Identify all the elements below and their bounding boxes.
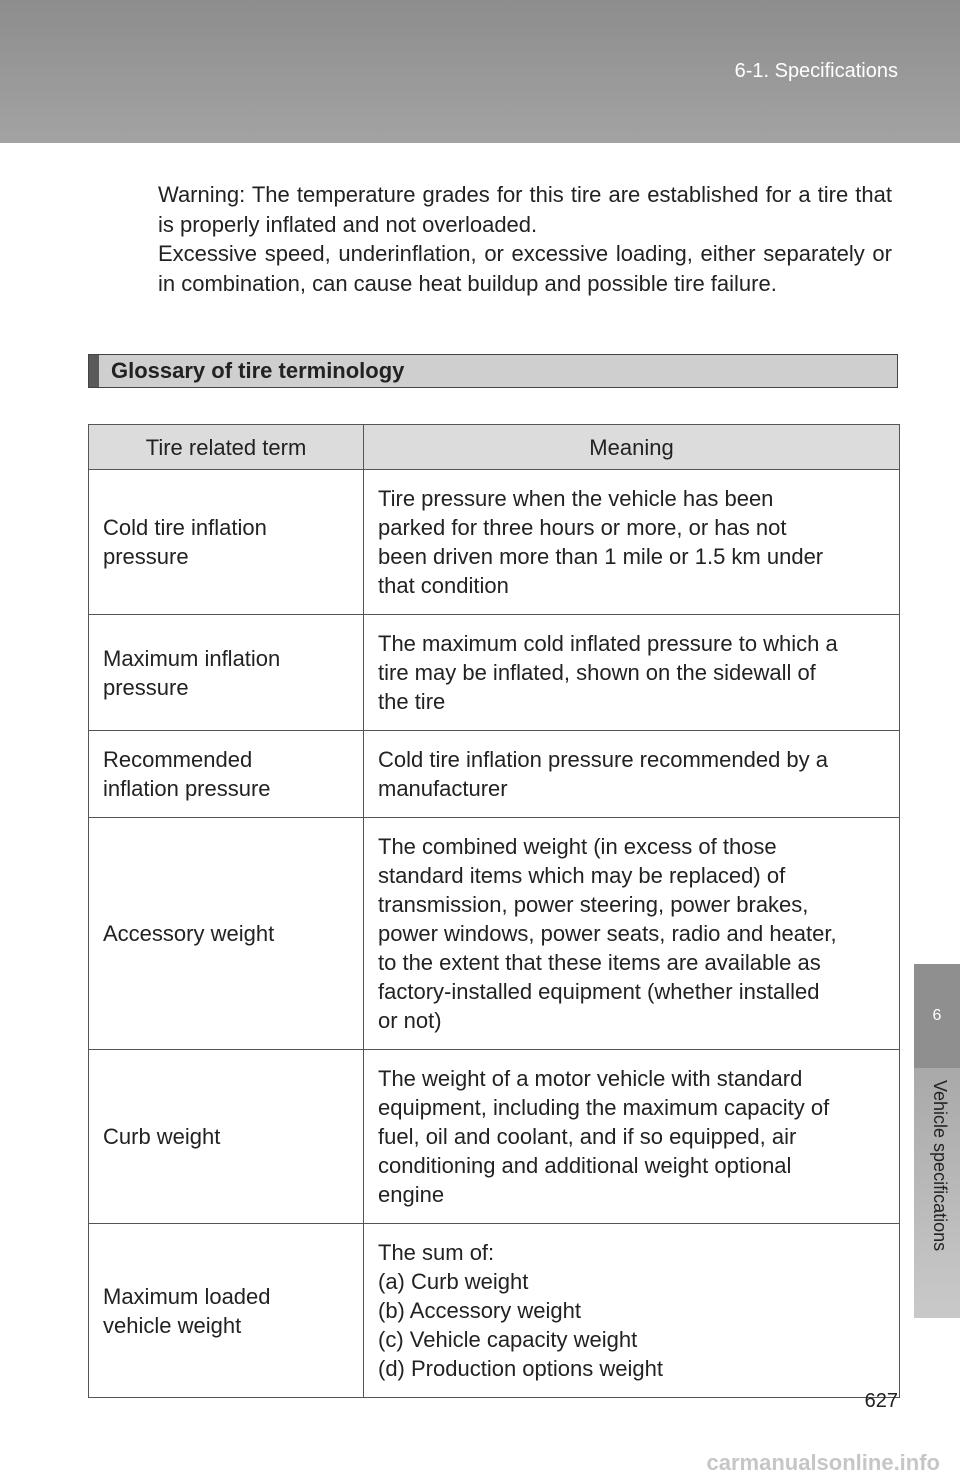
intro-text <box>158 180 892 298</box>
page-header <box>0 0 960 143</box>
term-cell: Curb weight <box>89 1050 364 1224</box>
watermark: carmanualsonline.info <box>706 1450 940 1475</box>
meaning-cell: The weight of a motor vehicle with standard equipment, including the maximum capacity of fuel, oil and coolant, and if so equipped, air conditioning and additional weight optional engine <box>364 1050 900 1224</box>
table-row <box>89 615 900 731</box>
header-term: Tire related term <box>89 425 364 470</box>
meaning-cell: The sum of: (a) Curb weight (b) Accessory weight (c) Vehicle capacity weight (d) Production options weight <box>364 1224 900 1398</box>
meaning-cell: The maximum cold inflated pressure to which a tire may be inflated, shown on the sidewall of the tire <box>364 615 900 731</box>
page-number: 627 <box>864 1390 898 1412</box>
chapter-tab[interactable] <box>914 964 960 1068</box>
chapter-label: Vehicle specifications <box>930 1080 950 1252</box>
meaning-cell: Cold tire inflation pressure recommended by a manufacturer <box>364 731 900 818</box>
table-row <box>89 1224 900 1398</box>
section-title: Glossary of tire terminology <box>111 358 405 383</box>
meaning-cell: The combined weight (in excess of those standard items which may be replaced) of transmission, power steering, power brakes, power windows, power seats, radio and heater, to the extent that these items are available as factory-installed equipment (whether installed or not) <box>364 818 900 1050</box>
warning-paragraph: Warning: The temperature grades for this tire are established for a tire that is properly inflated and not overloaded. <box>158 182 892 237</box>
term-cell: Maximum loaded vehicle weight <box>89 1224 364 1398</box>
table-header-row <box>89 425 900 470</box>
meaning-cell: Tire pressure when the vehicle has been parked for three hours or more, or has not been driven more than 1 mile or 1.5 km under that condition <box>364 470 900 615</box>
term-cell: Accessory weight <box>89 818 364 1050</box>
table-row <box>89 818 900 1050</box>
header-meaning: Meaning <box>364 425 900 470</box>
glossary-table <box>88 424 900 1398</box>
table-row <box>89 731 900 818</box>
term-cell: Recommended inflation pressure <box>89 731 364 818</box>
term-cell: Maximum inflation pressure <box>89 615 364 731</box>
section-title-box <box>88 354 898 388</box>
section-heading: 6-1. Specifications <box>734 60 898 82</box>
excessive-speed-paragraph: Excessive speed, underinflation, or excessive loading, either separately or in combination, can cause heat buildup and possible tire failure. <box>158 241 892 296</box>
term-cell: Cold tire inflation pressure <box>89 470 364 615</box>
table-row <box>89 1050 900 1224</box>
section-title-bar <box>89 355 99 387</box>
table-row <box>89 470 900 615</box>
chapter-tab-number: 6 <box>932 1007 942 1024</box>
